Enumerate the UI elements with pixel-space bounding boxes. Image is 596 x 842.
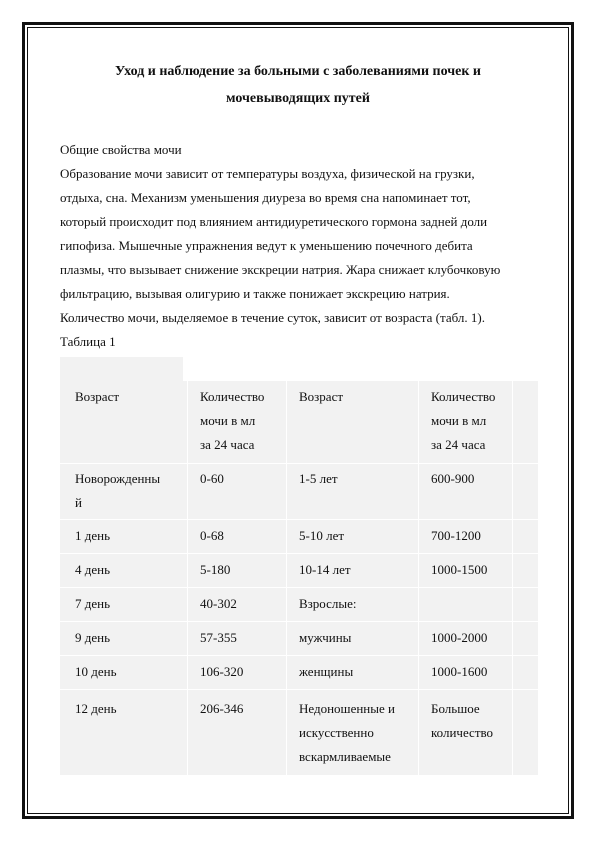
- header-age: Возраст: [75, 389, 120, 404]
- table-tab-stub: [60, 357, 183, 381]
- cell-age: Новорожденны й: [75, 471, 161, 510]
- cell-volume: 40-302: [200, 596, 237, 611]
- paragraph-line: плазмы, что вызывает снижение экскреции натрия. Жара снижает клубочковую: [60, 262, 501, 277]
- cell-age-2: Недоношенные и искусственно вскармливаемые: [299, 701, 395, 764]
- paragraph-line: Образование мочи зависит от температуры воздуха, физической на грузки,: [60, 166, 475, 181]
- table-row-divider: [60, 621, 538, 622]
- title-line-1: Уход и наблюдение за больными с заболеваниями почек и: [115, 64, 481, 79]
- header-volume-2: Количество мочи в мл за 24 часа: [431, 389, 496, 452]
- cell-age-2: Взрослые:: [299, 596, 357, 611]
- cell-volume-2: 1000-1600: [431, 664, 488, 679]
- cell-volume-2: Большое количество: [431, 701, 494, 740]
- cell-volume: 57-355: [200, 630, 237, 645]
- table-row-divider: [60, 655, 538, 656]
- table-column-divider: [187, 381, 188, 775]
- table-row-divider: [60, 463, 538, 464]
- cell-age-2: 10-14 лет: [299, 562, 351, 577]
- table-column-divider: [418, 381, 419, 775]
- section-heading: Общие свойства мочи: [60, 142, 182, 157]
- cell-volume: 0-68: [200, 528, 224, 543]
- paragraph-line: отдыха, сна. Механизм уменьшения диуреза во время сна напоминает тот,: [60, 190, 471, 205]
- cell-volume-2: 1000-1500: [431, 562, 488, 577]
- paragraph-line: фильтрацию, вызывая олигурию и также понижает экскрецию натрия.: [60, 286, 450, 301]
- cell-age-2: 5-10 лет: [299, 528, 345, 543]
- cell-age: 1 день: [75, 528, 111, 543]
- cell-volume: 5-180: [200, 562, 231, 577]
- cell-age: 9 день: [75, 630, 111, 645]
- table-row-divider: [60, 587, 538, 588]
- table-row-divider: [60, 553, 538, 554]
- cell-volume-2: 700-1200: [431, 528, 481, 543]
- cell-volume-2: 1000-2000: [431, 630, 488, 645]
- table-caption: Таблица 1: [60, 334, 116, 349]
- cell-volume: 106-320: [200, 664, 244, 679]
- paragraph-line: Количество мочи, выделяемое в течение суток, зависит от возраста (табл. 1).: [60, 310, 485, 325]
- cell-age-2: мужчины: [299, 630, 352, 645]
- table-row-divider: [60, 519, 538, 520]
- table-column-divider: [286, 381, 287, 775]
- cell-age: 7 день: [75, 596, 111, 611]
- cell-age: 4 день: [75, 562, 111, 577]
- cell-age: 12 день: [75, 701, 117, 716]
- cell-age: 10 день: [75, 664, 117, 679]
- paragraph-line: гипофиза. Мышечные упражнения ведут к уменьшению почечного дебита: [60, 238, 473, 253]
- urine-volume-table: [60, 381, 538, 775]
- document-title: [60, 58, 536, 112]
- title-line-2: мочевыводящих путей: [226, 91, 370, 106]
- cell-volume: 0-60: [200, 471, 224, 486]
- table-column-divider: [512, 381, 513, 775]
- header-age-2: Возраст: [299, 389, 344, 404]
- header-volume: Количество мочи в мл за 24 часа: [200, 389, 265, 452]
- cell-volume: 206-346: [200, 701, 244, 716]
- table-row-divider: [60, 689, 538, 690]
- cell-volume-2: 600-900: [431, 471, 475, 486]
- cell-age-2: 1-5 лет: [299, 471, 338, 486]
- cell-age-2: женщины: [299, 664, 354, 679]
- paragraph-line: который происходит под влиянием антидиуретического гормона задней доли: [60, 214, 488, 229]
